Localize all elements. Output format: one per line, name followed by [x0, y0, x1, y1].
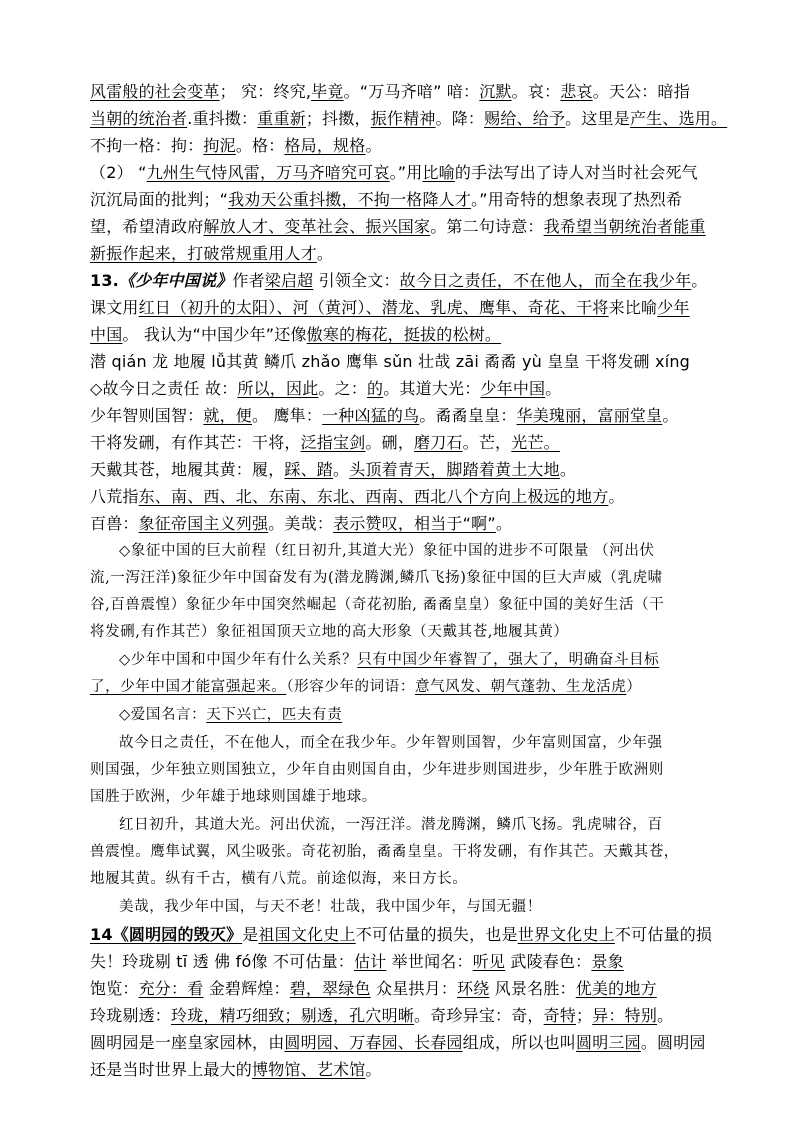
text-run: 。 [333, 460, 350, 479]
underlined-text: 课文用 [90, 298, 139, 317]
text-line [90, 811, 712, 839]
text-line [90, 78, 712, 105]
underlined-text: 只有中国少年睿智了，强大了，明确奋斗目标 [357, 652, 660, 668]
underlined-text: 。这里是 [565, 109, 630, 128]
underlined-text: 异：特别 [592, 1006, 658, 1025]
underlined-text: 则国强，少年独立则国独立，少年自由则国自由，少年进步则国进步，少年胜于欧洲则 [90, 762, 664, 778]
underlined-text: 兽震惶。鹰隼试翼，风尘吸张。奇花初胎，矞矞皇皇。干将发硎，有作其芒。天戴其苍， [90, 844, 679, 860]
text-run: ） [626, 679, 642, 695]
underlined-text: 的手法写出了诗人对当时社会死气 [454, 163, 698, 182]
underlined-text: 我劝天公重抖擞，不拘一格降人才 [228, 190, 472, 209]
text-run: 13. [90, 271, 119, 290]
underlined-text: 圆明园是一座皇家园林，由 [90, 1033, 285, 1052]
text-line [90, 510, 712, 537]
text-line [90, 1002, 712, 1029]
underlined-text: 。格： [235, 136, 285, 155]
underlined-text: ◇少年中国和中国少年有什么关系？ [119, 652, 358, 668]
underlined-text: 谷,百兽震惶）象征少年中国突然崛起（奇花初胎, 矞矞皇皇）象征中国的美好生活（干 [90, 597, 665, 613]
underlined-text: 中国 [90, 325, 123, 344]
underlined-text: 天下兴亡，匹夫有责 [206, 707, 343, 723]
text-line [90, 1029, 712, 1056]
text-line [90, 729, 712, 757]
underlined-text: 九州生气恃风雷，万马齐喑究可哀 [146, 163, 390, 182]
underlined-text: 环绕 [457, 979, 490, 998]
text-run: 。 [691, 271, 708, 290]
underlined-text: 地履其黄。纵有千古，横有八荒。前途似海，来日方长。 [90, 871, 468, 887]
underlined-text: 圆明园、万春园、长春园 [284, 1033, 463, 1052]
underlined-text: 就，便 [203, 406, 253, 425]
underlined-text: 作者 [232, 271, 265, 290]
text-line [90, 784, 712, 811]
text-line [90, 375, 712, 402]
underlined-text: 。其道大光： [383, 379, 481, 398]
underlined-text: 14《圆明园的毁灭》 [90, 925, 243, 944]
underlined-text: 红日初升，其道大光。河出伏流，一泻汪洋。潜龙腾渊，鳞爪飞扬。乳虎啸谷，百 [119, 817, 663, 833]
text-line [90, 592, 712, 619]
underlined-text: 的 [367, 379, 384, 398]
underlined-text: 光芒。 [511, 433, 560, 452]
underlined-text: 傲寒的梅花，挺拔的松树。 [306, 325, 502, 344]
underlined-text: 风景名胜： [489, 979, 576, 998]
underlined-text: 。之： [318, 379, 368, 398]
underlined-text: ； 究：终究, [219, 82, 312, 101]
underlined-text: ◇象征中国的巨大前程（红日初升,其道大光）象征中国的进步不可限量 （河出伏 [119, 543, 655, 559]
text-run: 。 [545, 379, 562, 398]
underlined-text: 圆明三园 [576, 1033, 641, 1052]
underlined-text: 不可估量的损失，也是 [355, 925, 518, 944]
text-run: 是 [242, 925, 259, 944]
text-run: 。 [365, 1060, 382, 1079]
underlined-text: 不可估量的损 [614, 925, 713, 944]
text-line [90, 240, 712, 267]
underlined-text: 解放人才、变革社会、振兴国家 [203, 217, 431, 236]
underlined-text: 我希望当朝统治者能重 [543, 217, 706, 236]
underlined-text: 沉沉局面的批判；“ [90, 190, 229, 209]
underlined-text: 华美瑰丽，富丽堂皇 [516, 406, 663, 425]
text-run: 。 [662, 406, 679, 425]
underlined-text: 赐给、给予 [484, 109, 566, 128]
underlined-text: 了，少年中国才能富强起来。 [90, 679, 287, 695]
underlined-text: 祖国文化史上 [258, 925, 356, 944]
underlined-text: 新振作起来，打破常规重用人才 [90, 244, 317, 263]
underlined-text: 金碧辉煌： [203, 979, 290, 998]
underlined-text: 重重新 [257, 109, 306, 128]
text-line [90, 537, 712, 565]
underlined-text: 景象 [591, 952, 624, 971]
underlined-text: 玲珑剔透： [90, 1006, 172, 1025]
underlined-text: 干将发硎，有作其芒：干将， [90, 433, 301, 452]
text-run: ； [576, 1006, 593, 1025]
underlined-text: 还是当时世界上最大的 [90, 1060, 253, 1079]
underlined-text: 少年智则国智： [90, 406, 204, 425]
underlined-text: 一种凶猛的鸟 [322, 406, 420, 425]
text-line [90, 893, 712, 921]
text-line [90, 213, 712, 240]
underlined-text: 比喻 [422, 163, 455, 182]
underlined-text: 。哀： [511, 82, 561, 101]
underlined-text: .重抖擞： [187, 109, 258, 128]
underlined-text: 八荒指 [90, 487, 139, 506]
text-line [90, 105, 728, 132]
underlined-text: 美哉，我少年中国，与天不老！壮哉，我中国少年，与国无疆！ [119, 899, 542, 915]
underlined-text: 。“万马齐喑” 喑： [343, 82, 480, 101]
underlined-text: （形容少年的词语： [286, 679, 415, 695]
underlined-text: 碧，翠绿色 [289, 979, 371, 998]
underlined-text: 象征帝国主义列强 [138, 514, 269, 533]
underlined-text: 国胜于欧洲，少年雄于地球则国雄于地球。 [90, 789, 377, 805]
underlined-text: 世界文化史上 [517, 925, 615, 944]
underlined-text: 表示赞叹，相当于“啊” [333, 514, 496, 533]
underlined-text: 玲珑，精巧细致；剔透，孔穴明晰 [171, 1006, 415, 1025]
text-run: 。 [316, 244, 334, 263]
text-run: 。 [559, 460, 577, 479]
underlined-text: 少年 [657, 298, 690, 317]
text-run: 。 [495, 514, 513, 533]
underlined-text: 优美的地方 [575, 979, 657, 998]
underlined-text: ◇故今日之责任 故： [90, 379, 238, 398]
underlined-text: 毕竟 [311, 82, 344, 101]
document-page [90, 78, 728, 1083]
underlined-text: 。 我认为“中国少年”还像 [122, 325, 307, 344]
underlined-text: 充分：看 [138, 979, 204, 998]
underlined-text: 东、南、西、北、东南、东北、西南、西北八个方向上极远的地方 [138, 487, 609, 506]
text-line [90, 757, 712, 784]
underlined-text: 沉默 [479, 82, 512, 101]
text-line [90, 456, 712, 483]
underlined-text: 失！玲珑剔 tī 透 佛 fó像 不可估量： [90, 952, 354, 971]
underlined-text: 磨刀石 [414, 433, 463, 452]
underlined-text: （2） “ [90, 163, 147, 182]
underlined-text: 。美哉： [268, 514, 334, 533]
underlined-text: 头顶着青天，脚踏着黄土大地 [349, 460, 560, 479]
text-line [90, 565, 712, 592]
underlined-text: 。第二句诗意： [430, 217, 544, 236]
text-line [90, 321, 712, 348]
underlined-text: 意气风发、朝气蓬勃、生龙活虎 [414, 679, 627, 695]
text-line [90, 975, 712, 1002]
underlined-text: 百兽： [90, 514, 139, 533]
text-line [90, 294, 712, 321]
text-line [90, 186, 712, 213]
underlined-text: 。 鹰隼： [252, 406, 323, 425]
underlined-text: 。”用奇特的想象表现了热烈希 [471, 190, 683, 209]
underlined-text: 格局，规格 [284, 136, 366, 155]
underlined-text: 组成，所以也叫 [462, 1033, 577, 1052]
text-line [90, 921, 712, 948]
underlined-text: 少年中国 [480, 379, 546, 398]
underlined-text: 泛指宝剑 [300, 433, 366, 452]
text-run: 。 [608, 487, 625, 506]
text-line [90, 1056, 712, 1083]
underlined-text: 举世闻名： [386, 952, 473, 971]
text-line [90, 402, 712, 429]
underlined-text: 饱览： [90, 979, 139, 998]
text-line [90, 839, 712, 866]
underlined-text: 红日（初升的太阳）、河（黄河）、潜龙、乳虎、鹰隼、奇花、干将 [138, 298, 609, 317]
underlined-text: 奇特 [543, 1006, 577, 1025]
underlined-text: ◇爱国名言： [119, 707, 207, 723]
text-line [90, 701, 712, 729]
underlined-text: 。降： [435, 109, 485, 128]
underlined-text: 来比喻 [608, 298, 658, 317]
underlined-text: 望，希望清政府 [90, 217, 204, 236]
text-run: 。 [365, 136, 382, 155]
underlined-text: 。硎， [365, 433, 415, 452]
text-line [90, 674, 712, 701]
underlined-text: 所以，因此 [237, 379, 319, 398]
underlined-text: 拘泥 [203, 136, 236, 155]
underlined-text: 故今日之责任，不在他人，而全在我少年 [399, 271, 692, 290]
underlined-text: 梁启超 [264, 271, 314, 290]
underlined-text: 武陵春色： [505, 952, 592, 971]
underlined-text: 踩、踏 [284, 460, 334, 479]
underlined-text: ；抖擞， [305, 109, 371, 128]
underlined-text: 不拘一格：拘： [90, 136, 204, 155]
underlined-text: 故今日之责任，不在他人，而全在我少年。少年智则国智，少年富则国富，少年强 [119, 735, 663, 751]
underlined-text: 估计 [353, 952, 387, 971]
text-line [90, 948, 712, 975]
underlined-text: 潜 qián 龙 地履 lǚ其黄 鳞爪 zhǎo 鹰隼 sǔn 壮哉 zāi 矞矞 yù 皇皇 干将发硎 xíng [90, 352, 691, 371]
text-line [90, 348, 712, 375]
text-line [90, 132, 712, 159]
text-line [90, 483, 712, 510]
underlined-text: 将发硎,有作其芒）象征祖国顶天立地的高大形象（天戴其苍,地履其黄） [90, 624, 569, 640]
underlined-text: 。芒， [462, 433, 512, 452]
underlined-text: 。圆明园 [640, 1033, 706, 1052]
text-line [90, 267, 712, 294]
underlined-text: 悲哀 [560, 82, 593, 101]
underlined-text: 产生、选用。 [629, 109, 728, 128]
underlined-text: 。”用 [389, 163, 423, 182]
underlined-text: 众星拱月： [370, 979, 458, 998]
underlined-text: 天戴其苍，地履其黄：履， [90, 460, 285, 479]
text-line [90, 646, 712, 674]
text-line [90, 429, 712, 456]
text-line [90, 159, 712, 186]
underlined-text: 。天公：暗指 [592, 82, 690, 101]
underlined-text: 博物馆、艺术馆 [252, 1060, 366, 1079]
text-run: 《少年中国说》 [118, 271, 233, 290]
underlined-text: 当朝的统治者 [90, 109, 188, 128]
underlined-text: 。奇珍异宝：奇， [414, 1006, 544, 1025]
text-run: 。 [657, 1006, 674, 1025]
underlined-text: 流,一泻汪洋)象征少年中国奋发有为(潜龙腾渊,鳞爪飞扬)象征中国的巨大声威（乳虎啸 [90, 570, 663, 586]
underlined-text: 振作精神 [370, 109, 436, 128]
underlined-text: 引领全文： [313, 271, 400, 290]
text-line [90, 619, 712, 646]
underlined-text: 听见 [472, 952, 506, 971]
text-line [90, 866, 712, 893]
underlined-text: 。矞矞皇皇： [419, 406, 517, 425]
underlined-text: 风雷般的社会变革 [90, 82, 220, 101]
